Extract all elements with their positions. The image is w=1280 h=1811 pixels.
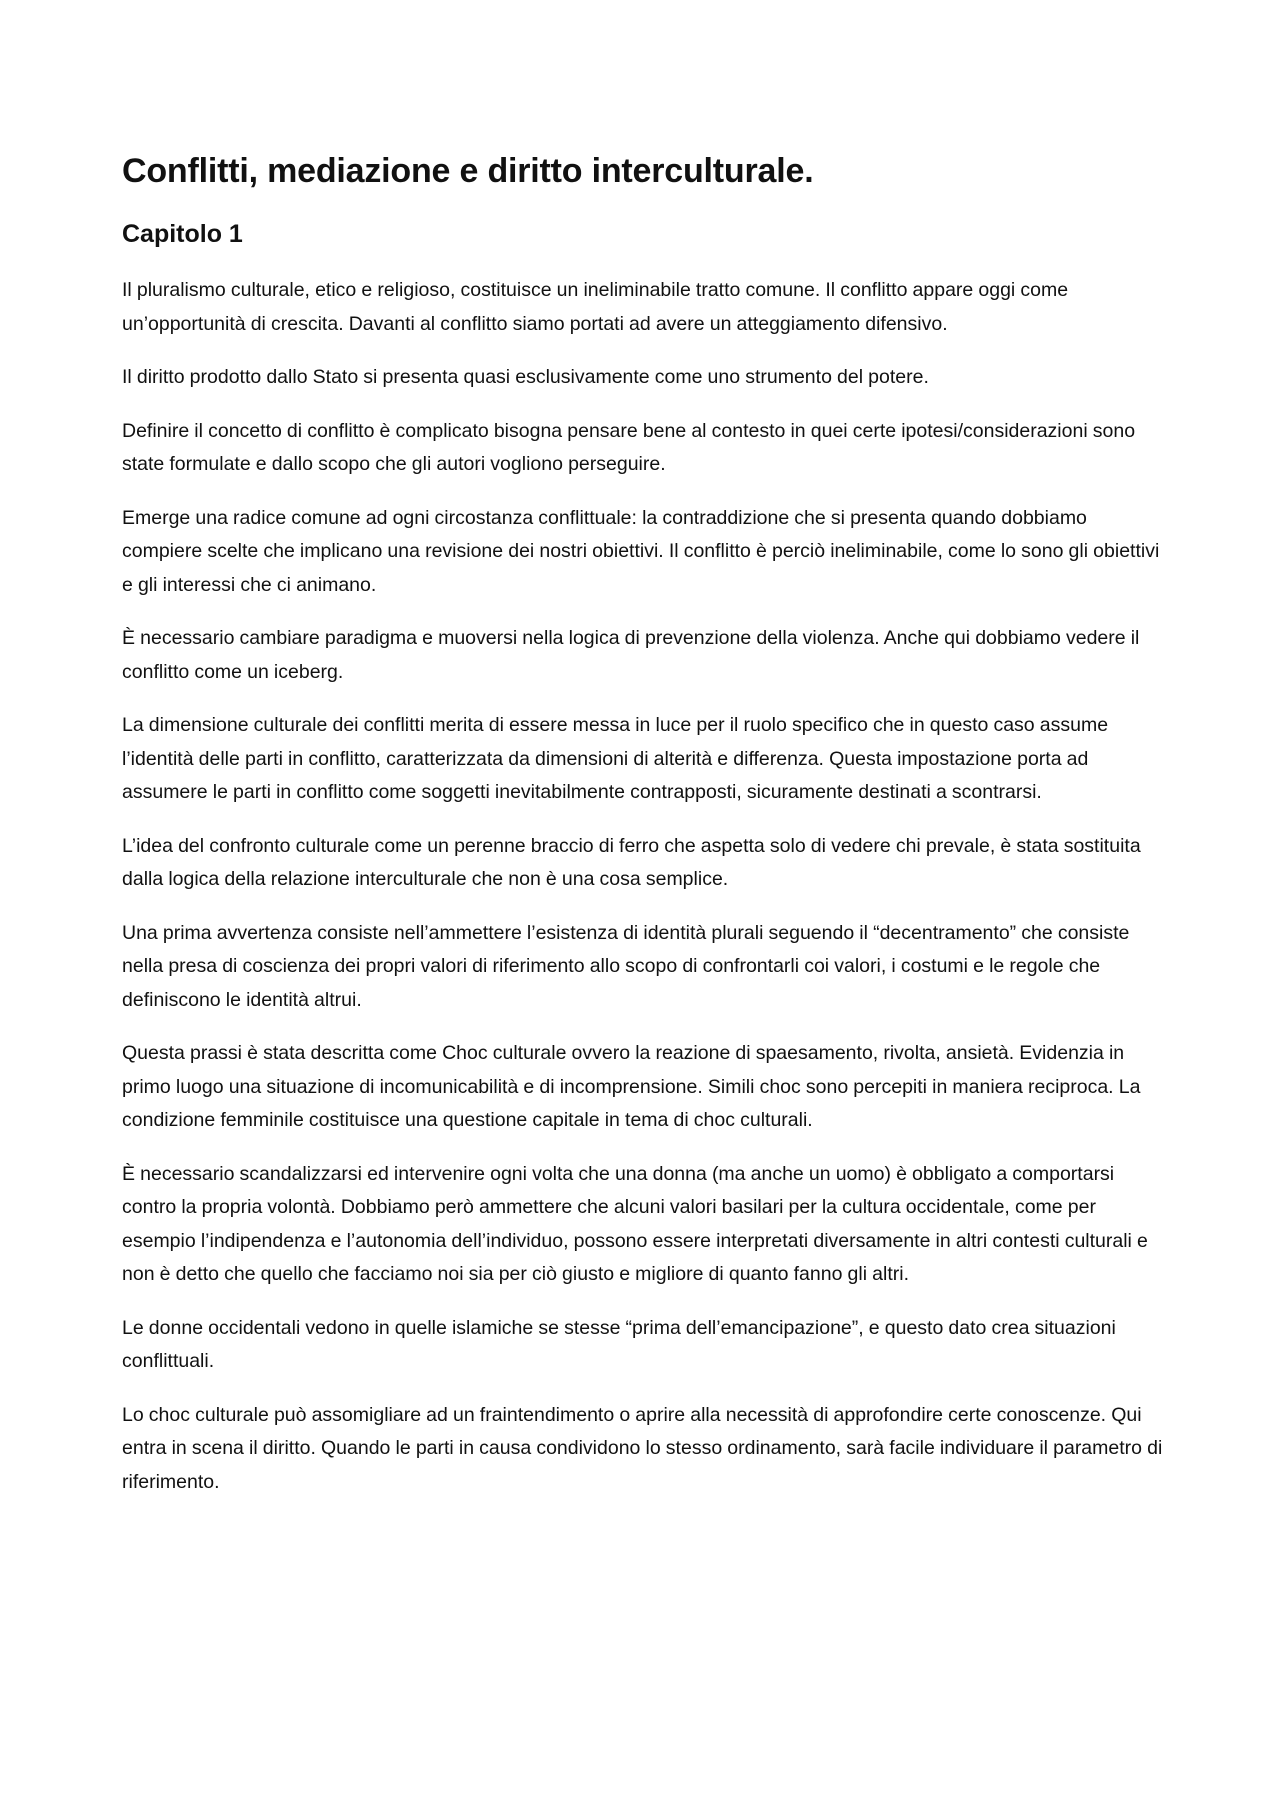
paragraph-5: È necessario cambiare paradigma e muoversi nella logica di prevenzione della violenza. Anche qui dobbiamo vedere il conflitto come un iceberg.: [122, 627, 1140, 683]
paragraph-10: È necessario scandalizzarsi ed intervenire ogni volta che una donna (ma anche un uomo) è obbligato a comportarsi contro la propria volontà. Dobbiamo però ammettere che alcuni valori basilari per la cultura occidentale, come per esempio l’indipendenza e l’autonomia dell’individuo, possono essere interpretati diversamente in altri contesti culturali e non è detto che quello che facciamo noi sia per ciò giusto e migliore di quanto fanno gli altri.: [122, 1162, 1148, 1285]
chapter-heading: Capitolo 1: [122, 220, 243, 248]
paragraph-2: Il diritto prodotto dallo Stato si presenta quasi esclusivamente come uno strumento del potere.: [122, 366, 929, 388]
paragraph-11: Le donne occidentali vedono in quelle islamiche se stesse “prima dell’emancipazione”, e questo dato crea situazioni conflittuali.: [122, 1316, 1116, 1372]
document-page: [122, 150, 1167, 1519]
paragraph-8: Una prima avvertenza consiste nell’ammettere l’esistenza di identità plurali seguendo il “decentramento” che consiste nella presa di coscienza dei propri valori di riferimento allo scopo di confrontarli coi valori, i costumi e le regole che definiscono le identità altrui.: [122, 921, 1130, 1011]
paragraph-4: Emerge una radice comune ad ogni circostanza conflittuale: la contraddizione che si presenta quando dobbiamo compiere scelte che implicano una revisione dei nostri obiettivi. Il conflitto è perciò ineliminabile, come lo sono gli obiettivi e gli interessi che ci animano.: [122, 506, 1160, 596]
paragraph-6: La dimensione culturale dei conflitti merita di essere messa in luce per il ruolo specifico che in questo caso assume l’identità delle parti in conflitto, caratterizzata da dimensioni di alterità e differenza. Questa impostazione porta ad assumere le parti in conflitto come soggetti inevitabilmente contrapposti, sicuramente destinati a scontrarsi.: [122, 714, 1109, 803]
paragraph-3: Definire il concetto di conflitto è complicato bisogna pensare bene al contesto in quei certe ipotesi/considerazioni sono state formulate e dallo scopo che gli autori vogliono perseguire.: [122, 419, 1136, 475]
paragraph-12: Lo choc culturale può assomigliare ad un fraintendimento o aprire alla necessità di approfondire certe conoscenze. Qui entra in scena il diritto. Quando le parti in causa condividono lo stesso ordinamento, sarà facile individuare il parametro di riferimento.: [122, 1403, 1163, 1493]
document-title: Conflitti, mediazione e diritto interculturale.: [122, 152, 814, 190]
paragraph-7: L’idea del confronto culturale come un perenne braccio di ferro che aspetta solo di vedere chi prevale, è stata sostituita dalla logica della relazione interculturale che non è una cosa semplice.: [122, 834, 1141, 890]
paragraph-9: Questa prassi è stata descritta come Choc culturale ovvero la reazione di spaesamento, rivolta, ansietà. Evidenzia in primo luogo una situazione di incomunicabilità e di incomprensione. Simili choc sono percepiti in maniera reciproca. La condizione femminile costituisce una questione capitale in tema di choc culturali.: [122, 1042, 1141, 1131]
paragraph-1: Il pluralismo culturale, etico e religioso, costituisce un ineliminabile tratto comune. Il conflitto appare oggi come un’opportunità di crescita. Davanti al conflitto siamo portati ad avere un atteggiamento difensivo.: [122, 279, 1069, 335]
